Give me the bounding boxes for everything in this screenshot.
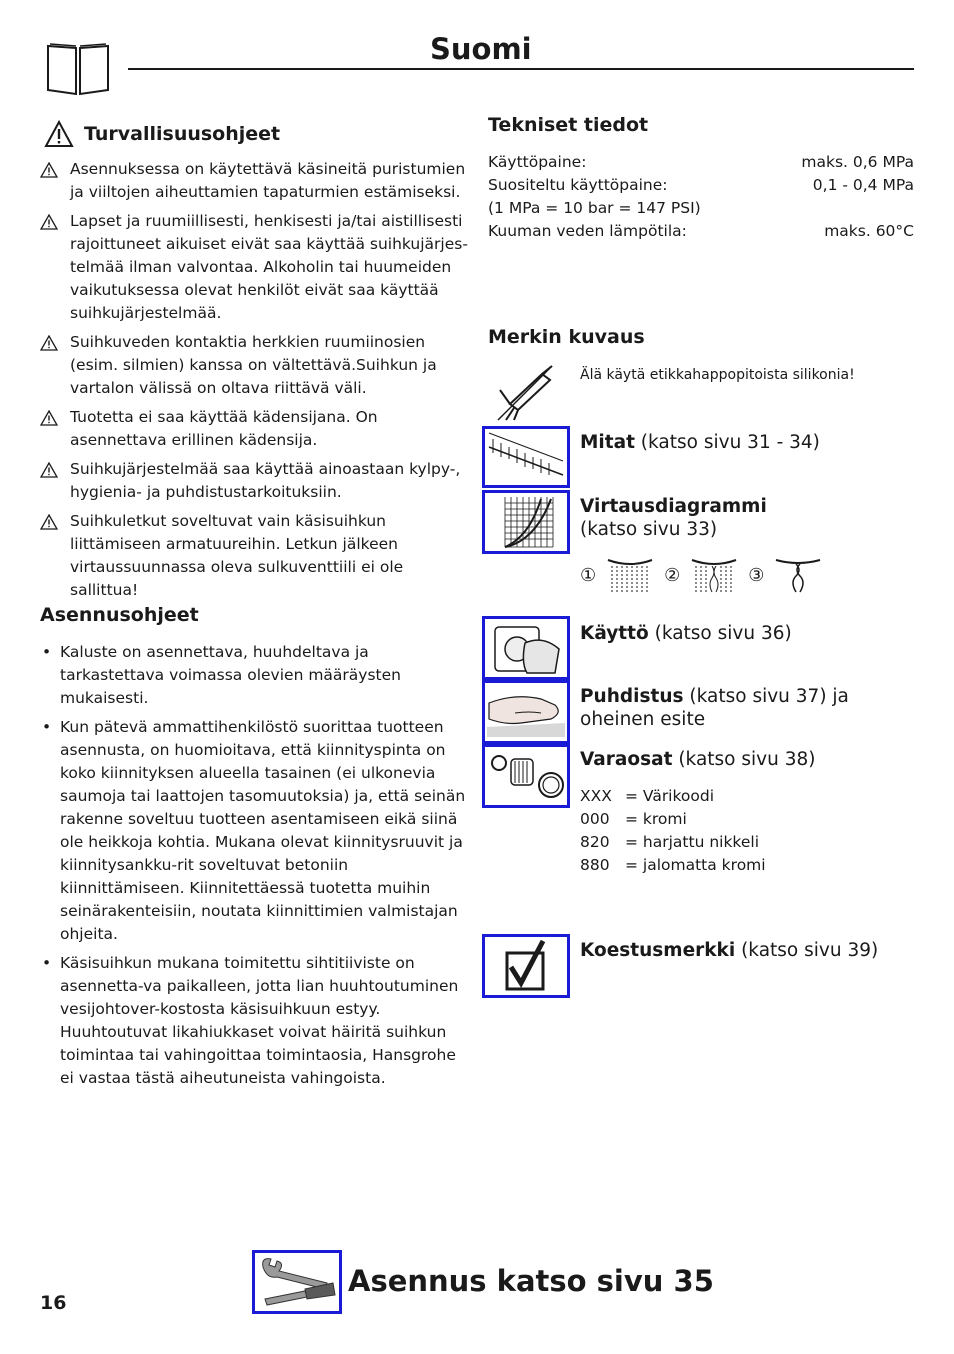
tech-row xyxy=(488,151,914,174)
dimensions-icon xyxy=(482,426,570,488)
assembly-text: Kaluste on asennettava, huuhdeltava ja tarkastettava voimassa olevien määräysten mukaisesti. xyxy=(60,643,401,707)
list-item xyxy=(40,641,468,710)
silicone-gun-icon xyxy=(496,364,558,422)
assembly-text: Käsisuihkun mukana toimitettu sihtitiiviste on asennetta-va paikalleen, jotta lian huuhtoutuminen vesijohtover-kostosta käsisuihkuun estyy. Huuhtoutuvat likahiukkaset voivat häiritä suihkun toimintaa tai vahingoittaa toimintaosia, Hansgrohe ei vastaa tästä aiheutuneista vahingoista. xyxy=(60,954,459,1087)
color-code-row xyxy=(580,785,766,808)
wrench-screwdriver-icon xyxy=(252,1250,342,1314)
color-code: XXX xyxy=(580,787,612,805)
bullet-icon: • xyxy=(42,718,52,736)
color-code-desc: = harjattu nikkeli xyxy=(625,833,759,851)
list-item xyxy=(40,210,468,325)
spare-parts-label xyxy=(580,748,815,771)
color-code-desc: = kromi xyxy=(625,810,687,828)
color-code: 820 xyxy=(580,833,610,851)
tech-table xyxy=(488,151,914,243)
list-item xyxy=(40,458,468,504)
safety-text: Lapset ja ruumiillisesti, henkisesti ja/tai aistillisesti rajoittuneet aikuiset eivät saa käyttää suihkujärjes-telmää ilman valvontaa. Alkoholin tai huumeiden vaikutuksessa olevat henkilöt eivät saa käyttää suihkujärjestelmää. xyxy=(70,212,468,322)
spare-parts-label-bold: Varaosat xyxy=(580,749,673,770)
flow-label-rest: (katso sivu 33) xyxy=(580,519,718,540)
tech-label: Käyttöpaine: xyxy=(488,153,587,171)
operation-label xyxy=(580,622,792,645)
safety-list xyxy=(40,158,468,608)
assembly-list xyxy=(40,641,468,1096)
safety-text: Tuotetta ei saa käyttää kädensijana. On asennettava erillinen kädensija. xyxy=(70,408,378,449)
silicone-note: Älä käytä etikkahappopitoista silikonia! xyxy=(580,367,855,383)
cleaning-label-bold: Puhdistus xyxy=(580,686,684,707)
spray-types xyxy=(580,556,822,594)
spray-number: ② xyxy=(664,564,681,586)
marks-heading: Merkin kuvaus xyxy=(488,326,645,348)
warning-icon xyxy=(40,210,70,325)
bullet-icon: • xyxy=(42,954,52,972)
list-item xyxy=(40,406,468,452)
list-item xyxy=(40,158,468,204)
open-book-icon xyxy=(44,40,112,96)
warning-icon xyxy=(40,510,70,602)
flow-label-bold: Virtausdiagrammi xyxy=(580,496,767,517)
test-mark-label xyxy=(580,939,878,962)
tech-label: Kuuman veden lämpötila: xyxy=(488,222,687,240)
spray-mixed-icon xyxy=(690,556,738,594)
test-mark-label-rest: (katso sivu 39) xyxy=(735,940,879,961)
color-code-list xyxy=(580,785,766,877)
list-item xyxy=(40,331,468,400)
test-mark-icon xyxy=(482,934,570,998)
operation-label-rest: (katso sivu 36) xyxy=(648,623,792,644)
tech-label: (1 MPa = 10 bar = 147 PSI) xyxy=(488,199,701,217)
flow-diagram-label xyxy=(580,495,910,541)
list-item xyxy=(40,716,468,946)
safety-text: Asennuksessa on käytettävä käsineitä puristumien ja viiltojen aiheuttamien tapaturmien estämiseksi. xyxy=(70,160,466,201)
tech-row xyxy=(488,220,914,243)
tech-value: maks. 60°C xyxy=(824,222,914,240)
operation-icon xyxy=(482,616,570,680)
spray-jet-icon xyxy=(774,556,822,594)
spray-number: ③ xyxy=(748,564,765,586)
warning-icon xyxy=(40,331,70,400)
color-code-row xyxy=(580,831,766,854)
page-title: Suomi xyxy=(430,32,532,66)
list-item xyxy=(40,952,468,1090)
cleaning-label xyxy=(580,685,920,731)
bullet-icon: • xyxy=(42,643,52,661)
cleaning-icon xyxy=(482,680,570,744)
color-code-desc: = jalomatta kromi xyxy=(625,856,766,874)
assembly-heading: Asennusohjeet xyxy=(40,604,199,626)
flow-diagram-icon xyxy=(482,490,570,554)
safety-heading xyxy=(44,120,280,148)
tech-heading: Tekniset tiedot xyxy=(488,114,649,136)
dimensions-label-bold: Mitat xyxy=(580,432,635,453)
warning-icon xyxy=(40,158,70,204)
spare-parts-label-rest: (katso sivu 38) xyxy=(672,749,816,770)
warning-icon xyxy=(44,120,74,148)
color-code-desc: = Värikoodi xyxy=(625,787,715,805)
warning-icon xyxy=(40,406,70,452)
operation-label-bold: Käyttö xyxy=(580,623,649,644)
cleaning-label-rest: (katso sivu 37) ja oheinen esite xyxy=(580,686,849,730)
spray-number: ① xyxy=(580,564,597,586)
tech-label: Suositeltu käyttöpaine: xyxy=(488,176,668,194)
page-number: 16 xyxy=(40,1292,67,1314)
safety-heading-text: Turvallisuusohjeet xyxy=(84,123,281,145)
dimensions-label xyxy=(580,431,820,454)
tech-row xyxy=(488,197,914,220)
safety-text: Suihkujärjestelmää saa käyttää ainoastaan kylpy-, hygienia- ja puhdistustarkoituksiin. xyxy=(70,460,461,501)
color-code-row xyxy=(580,854,766,877)
safety-text: Suihkuveden kontaktia herkkien ruumiinosien (esim. silmien) kanssa on vältettävä.Suihkun ja vartalon välissä on oltava riittävä väli. xyxy=(70,333,437,397)
dimensions-label-rest: (katso sivu 31 - 34) xyxy=(634,432,820,453)
spare-parts-icon xyxy=(482,744,570,808)
tech-value: 0,1 - 0,4 MPa xyxy=(812,176,914,194)
test-mark-label-bold: Koestusmerkki xyxy=(580,940,736,961)
assembly-text: Kun pätevä ammattihenkilöstö suorittaa tuotteen asennusta, on huomioitava, että kiinnityspinta on koko kiinnityksen alueella tasainen (ei ulkonevia saumoja tai laattojen tasomuutoksia) ja, että seinän rakenne soveltuu tuotteen asentamiseen eikä siinä ole heikkoja kohtia. Mukana olevat kiinnitysruuvit ja kiinnitysankku-rit soveltuvat betoniin kiinnittämiseen. Kiinnitettäessä tuotetta muihin seinärakenteisiin, noutata kiinnittimien valmistajan ohjeita. xyxy=(60,718,466,943)
spray-rain-icon xyxy=(606,556,654,594)
title-divider xyxy=(128,68,914,70)
color-code: 880 xyxy=(580,856,610,874)
list-item xyxy=(40,510,468,602)
color-code: 000 xyxy=(580,810,610,828)
warning-icon xyxy=(40,458,70,504)
tech-row xyxy=(488,174,914,197)
color-code-row xyxy=(580,808,766,831)
tech-value: maks. 0,6 MPa xyxy=(801,153,914,171)
footer-title: Asennus katso sivu 35 xyxy=(348,1264,714,1298)
safety-text: Suihkuletkut soveltuvat vain käsisuihkun liittämiseen armatuureihin. Letkun jälkeen virtaussuunnassa oleva sulkuventtiili ei ole sallittua! xyxy=(70,512,404,599)
